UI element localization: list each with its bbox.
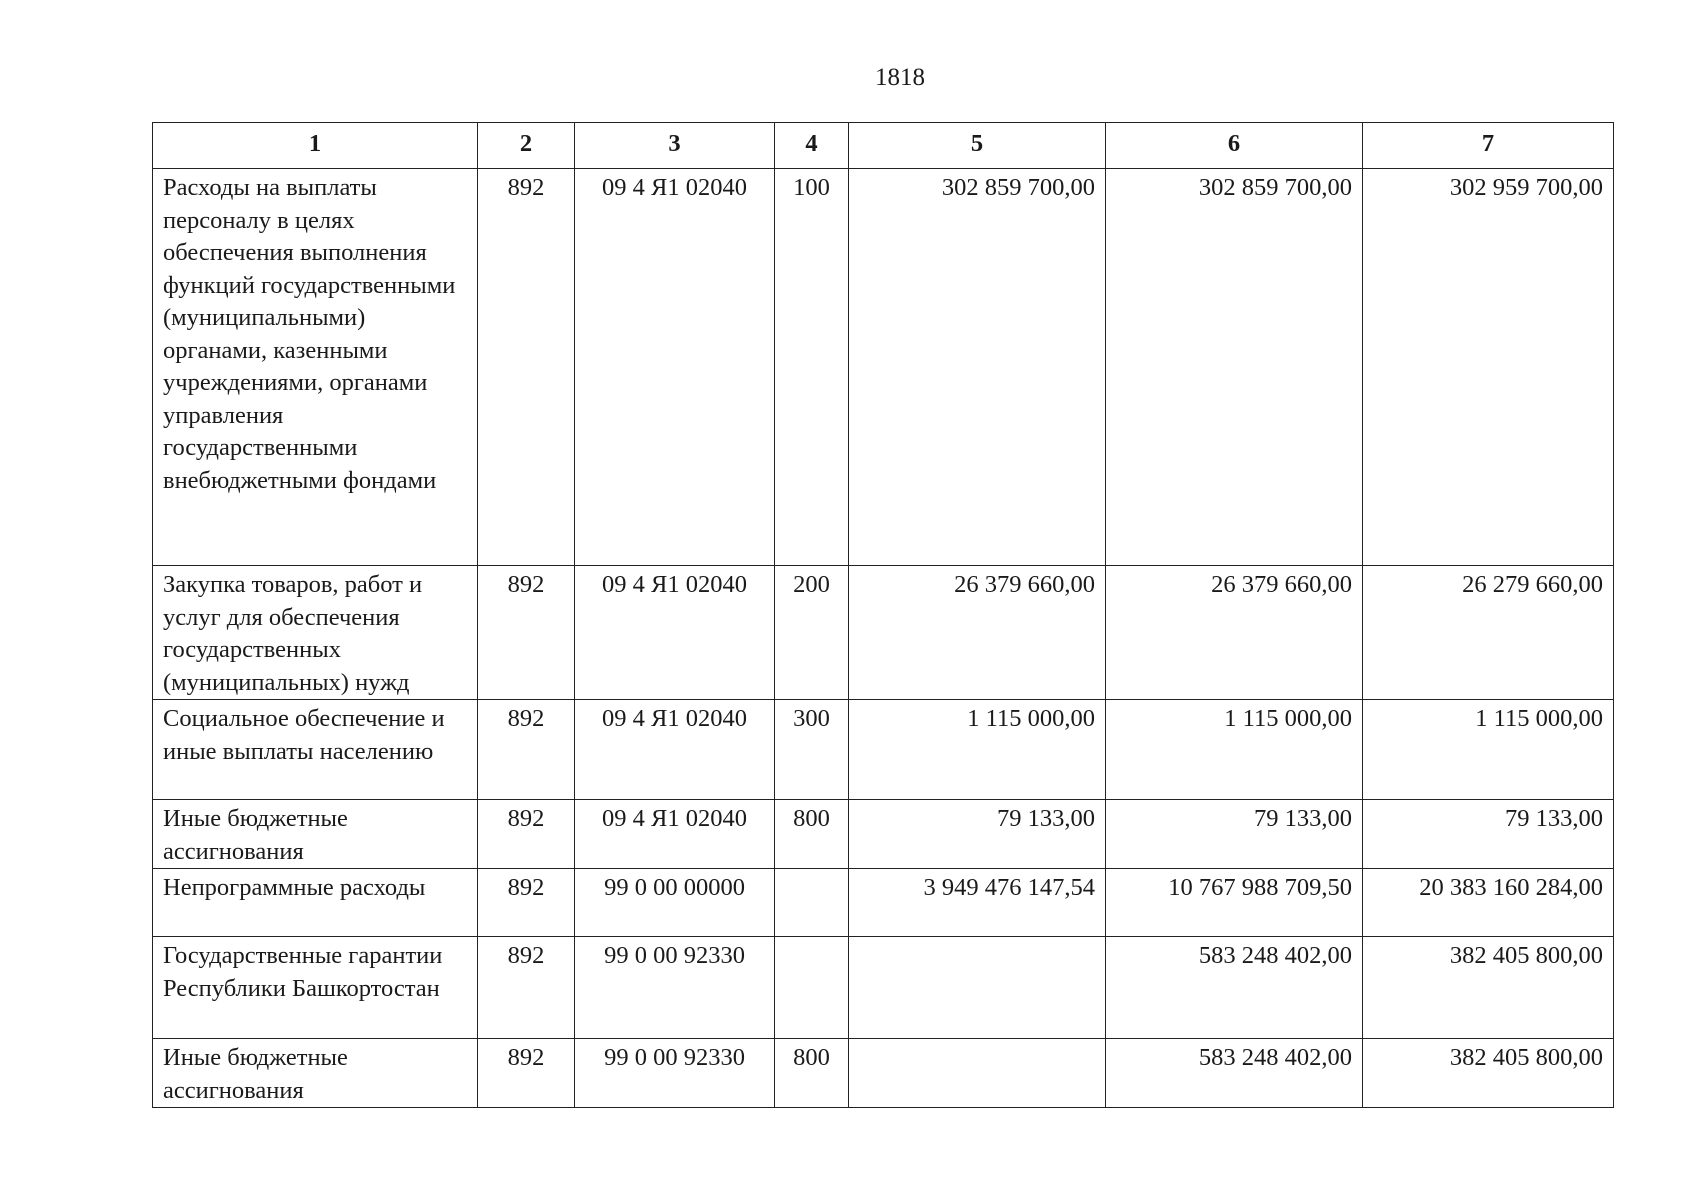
table-row: [153, 566, 1614, 700]
table-row: [153, 800, 1614, 869]
row-code: 892: [478, 700, 575, 800]
row-amount-6: 10 767 988 709,50: [1106, 869, 1363, 937]
row-expense-type: [775, 937, 849, 1039]
row-amount-7: 1 115 000,00: [1363, 700, 1614, 800]
header-row: [153, 123, 1614, 169]
column-header: 6: [1106, 123, 1363, 169]
row-amount-5: 79 133,00: [849, 800, 1106, 869]
row-expense-type: [775, 869, 849, 937]
row-name: Социальное обеспечение и иные выплаты населению: [153, 700, 478, 800]
row-expense-type: 800: [775, 1039, 849, 1108]
row-name: Закупка товаров, работ и услуг для обеспечения государственных (муниципальных) нужд: [153, 566, 478, 700]
row-amount-7: 26 279 660,00: [1363, 566, 1614, 700]
row-amount-5: 1 115 000,00: [849, 700, 1106, 800]
row-code: 892: [478, 1039, 575, 1108]
row-code: 892: [478, 566, 575, 700]
row-amount-7: 79 133,00: [1363, 800, 1614, 869]
row-amount-6: 302 859 700,00: [1106, 169, 1363, 566]
row-amount-5: 26 379 660,00: [849, 566, 1106, 700]
row-amount-7: 382 405 800,00: [1363, 937, 1614, 1039]
row-amount-6: 1 115 000,00: [1106, 700, 1363, 800]
row-expense-type: 100: [775, 169, 849, 566]
row-name: Непрограммные расходы: [153, 869, 478, 937]
row-code: 892: [478, 169, 575, 566]
table-row: [153, 169, 1614, 566]
column-header: 7: [1363, 123, 1614, 169]
column-header: 1: [153, 123, 478, 169]
column-header: 2: [478, 123, 575, 169]
row-code: 892: [478, 800, 575, 869]
row-target-article: 99 0 00 92330: [575, 937, 775, 1039]
table-row: [153, 869, 1614, 937]
row-target-article: 09 4 Я1 02040: [575, 566, 775, 700]
row-name: Государственные гарантии Республики Башкортостан: [153, 937, 478, 1039]
row-amount-5: 3 949 476 147,54: [849, 869, 1106, 937]
table-row: [153, 1039, 1614, 1108]
row-name: Иные бюджетные ассигнования: [153, 1039, 478, 1108]
row-amount-6: 583 248 402,00: [1106, 1039, 1363, 1108]
row-name: Расходы на выплаты персоналу в целях обеспечения выполнения функций государственными (муниципальными) органами, казенными учреждениями, органами управления государственными внебюджетными фондами: [153, 169, 478, 566]
column-header: 3: [575, 123, 775, 169]
row-expense-type: 300: [775, 700, 849, 800]
row-amount-7: 382 405 800,00: [1363, 1039, 1614, 1108]
row-expense-type: 200: [775, 566, 849, 700]
row-target-article: 09 4 Я1 02040: [575, 800, 775, 869]
row-expense-type: 800: [775, 800, 849, 869]
row-target-article: 99 0 00 92330: [575, 1039, 775, 1108]
row-target-article: 99 0 00 00000: [575, 869, 775, 937]
row-target-article: 09 4 Я1 02040: [575, 700, 775, 800]
row-amount-6: 583 248 402,00: [1106, 937, 1363, 1039]
row-amount-5: [849, 1039, 1106, 1108]
column-header: 4: [775, 123, 849, 169]
row-code: 892: [478, 937, 575, 1039]
row-amount-6: 79 133,00: [1106, 800, 1363, 869]
row-amount-5: 302 859 700,00: [849, 169, 1106, 566]
column-header: 5: [849, 123, 1106, 169]
row-name: Иные бюджетные ассигнования: [153, 800, 478, 869]
table-row: [153, 937, 1614, 1039]
budget-table: [152, 122, 1614, 1108]
row-code: 892: [478, 869, 575, 937]
row-amount-5: [849, 937, 1106, 1039]
row-amount-7: 302 959 700,00: [1363, 169, 1614, 566]
page-number: 1818: [875, 64, 925, 91]
row-target-article: 09 4 Я1 02040: [575, 169, 775, 566]
row-amount-7: 20 383 160 284,00: [1363, 869, 1614, 937]
row-amount-6: 26 379 660,00: [1106, 566, 1363, 700]
table-row: [153, 700, 1614, 800]
